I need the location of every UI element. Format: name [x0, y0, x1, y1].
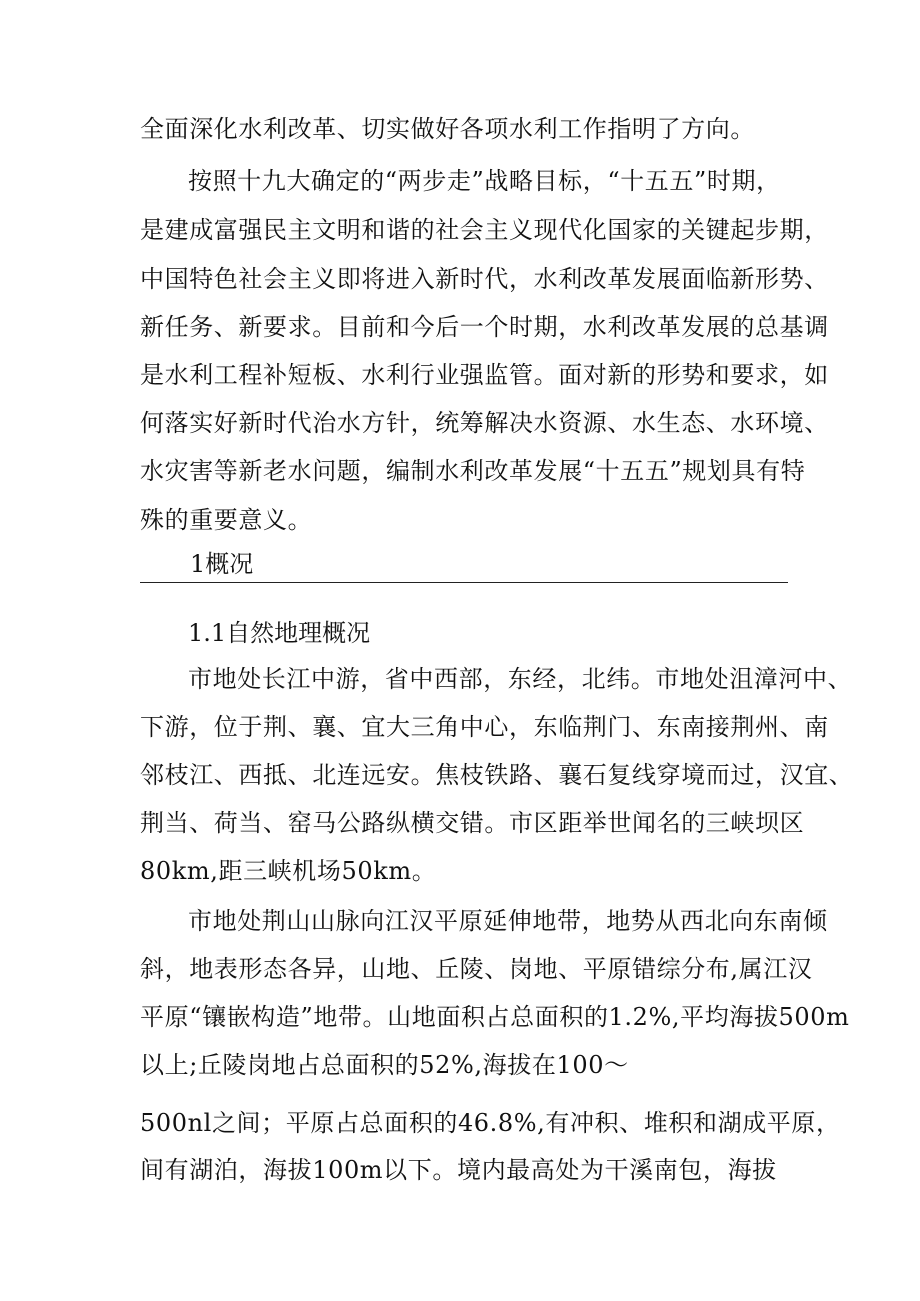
text-line: 是建成富强民主文明和谐的社会主义现代化国家的关键起步期，: [140, 216, 829, 244]
text-line: 80km,距三峡机场50km。: [140, 857, 437, 885]
text-line: 以上;丘陵岗地占总面积的52%,海拔在100～: [140, 1051, 629, 1079]
text-line: 斜，地表形态各异，山地、丘陵、岗地、平原错综分布,属江汉: [140, 955, 813, 983]
subsection-heading-natural-geography: 1.1自然地理概况: [188, 619, 371, 647]
text-line: 下游，位于荆、襄、宜大三角中心，东临荆门、东南接荆州、南: [140, 713, 829, 741]
text-line: 何落实好新时代治水方针，统筹解决水资源、水生态、水环境、: [140, 409, 829, 437]
text-line: 新任务、新要求。目前和今后一个时期，水利改革发展的总基调: [140, 313, 829, 341]
text-line: 是水利工程补短板、水利行业强监管。面对新的形势和要求，如: [140, 361, 829, 389]
text-line: 邻枝江、西抵、北连远安。焦枝铁路、襄石复线穿境而过，汉宜、: [140, 761, 854, 789]
text-line: 全面深化水利改革、切实做好各项水利工作指明了方向。: [140, 115, 755, 143]
text-line: 水灾害等新老水问题，编制水利改革发展“十五五”规划具有特: [140, 457, 806, 485]
text-line: 500nl之间；平原占总面积的46.8%,有冲积、堆积和湖成平原，: [140, 1109, 841, 1137]
text-line: 荆当、荷当、窑马公路纵横交错。市区距举世闻名的三峡坝区: [140, 809, 805, 837]
text-line: 市地处荆山山脉向江汉平原延伸地带，地势从西北向东南倾: [188, 907, 828, 935]
text-line: 中国特色社会主义即将进入新时代，水利改革发展面临新形势、: [140, 265, 829, 293]
heading-divider: [140, 582, 788, 583]
section-heading-overview: 1概况: [190, 550, 254, 578]
text-line: 市地处长江中游，省中西部，东经，北纬。市地处沮漳河中、: [188, 665, 853, 693]
text-line: 按照十九大确定的“两步走”战略目标，“十五五”时期，: [188, 167, 781, 195]
text-line: 间有湖泊，海拔100m以下。境内最高处为干溪南包，海拔: [140, 1156, 777, 1184]
text-line: 殊的重要意义。: [140, 506, 313, 534]
text-line: 平原“镶嵌构造”地带。山地面积占总面积的1.2%,平均海拔500m: [140, 1003, 850, 1031]
